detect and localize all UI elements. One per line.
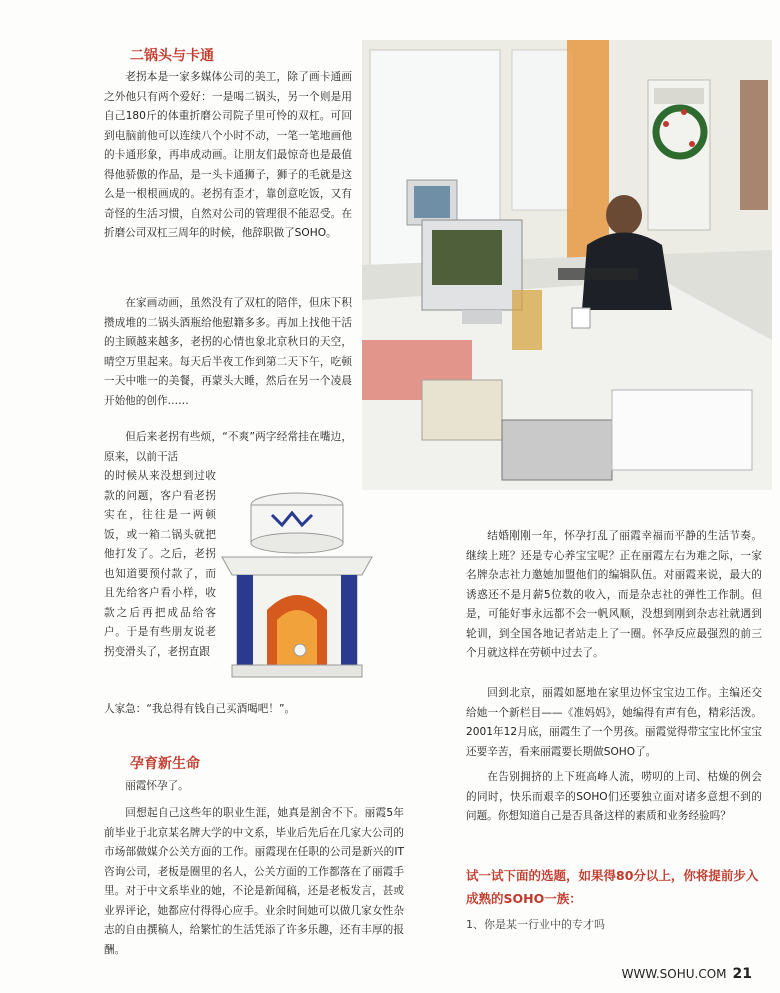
ceramic-stove-illustration bbox=[212, 485, 387, 690]
footer-site: WWW.SOHU.COM bbox=[621, 967, 727, 981]
paragraph-cartoon-1: 老拐本是一家多媒体公司的美工，除了画卡通画之外他只有两个爱好：一是喝二锅头，另一个则是用自己180斤的体重折磨公司院子里可怜的双杠。可回到电脑前他可以连续八个小时不动，一笔一笔地画他的卡通形象，再串成动画。让朋友们最惊奇也是最值得他骄傲的作品，是一头卡通狮子，狮子的毛就是这么是一根根画成的。老拐有歪才，靠创意吃饭，又有奇怪的生活习惯，自然对公司的管理很不能忍受。在折磨公司双杠三周年的时候，他辞职做了SOHO。 bbox=[104, 71, 352, 239]
paragraph-baby-1: 丽霞怀孕了。 bbox=[125, 780, 189, 792]
paragraph-right-3: 在告别拥挤的上下班高峰人流，唠叨的上司、枯燥的例会的同时，快乐而艰辛的SOHO们还要独立面对诸多意想不到的问题。你想知道自己是否具备这样的素质和业务经验吗？ bbox=[466, 771, 762, 822]
paragraph-cartoon-3-top: 但后来老拐有些烦，“不爽”两字经常挂在嘴边，原来，以前干活 bbox=[104, 431, 352, 463]
ceramic-stove-photo bbox=[212, 485, 387, 690]
paragraph-baby-2: 回想起自己这些年的职业生涯，她真是割舍不下。丽霞5年前毕业于北京某名牌大学的中文系，毕业后先后在几家大公司的市场部做媒介公关方面的工作。丽霞现在任职的公司是新兴的IT咨询公司，老板是圈里的名人，公关方面的工作都落在了丽霞手里。对于中文系毕业的她，不论是新闻稿，还是老板发言，甚或业界评论，她都应付得得心应手。业余时间她可以做几家女性杂志的自由撰稿人，给繁忙的生活凭添了许多乐趣，还有丰厚的报酬。 bbox=[104, 807, 404, 956]
paragraph-cartoon-2: 在家画动画，虽然没有了双杠的陪伴，但床下积攒成堆的二锅头酒瓶给他慰籍多多。再加上找他干活的主顾越来越多，老拐的心情也象北京秋日的天空，晴空万里起来。每天后半夜工作到第二天下午，吃顿一天中唯一的美餐，再蒙头大睡，然后在另一个凌晨开始他的创作…… bbox=[104, 297, 352, 407]
office-photo bbox=[362, 40, 772, 490]
heading-cartoon: 二锅头与卡通 bbox=[130, 48, 214, 64]
page-footer bbox=[622, 966, 752, 982]
quiz-item-1: 1、你是某一行业中的专才吗 bbox=[466, 918, 605, 931]
office-photo-illustration bbox=[362, 40, 772, 490]
heading-baby: 孕育新生命 bbox=[130, 756, 200, 772]
page-number: 21 bbox=[732, 966, 752, 982]
quiz-heading: 试一试下面的选题，如果得80分以上，你将提前步入成熟的SOHO一族： bbox=[466, 868, 759, 906]
paragraph-cartoon-3-narrow: 的时候从来没想到过收款的问题，客户看老拐实在，往往是一两顿饭，或一箱二锅头就把他打发了。之后，老拐也知道要预付款了，而且先给客户看小样，收款之后再把成品给客户。于是有些朋友说老拐变滑头了，老拐直跟 bbox=[104, 470, 216, 658]
paragraph-cartoon-3-end: 人家急：“我总得有钱自己买酒喝吧！”。 bbox=[104, 703, 296, 715]
paragraph-right-2: 回到北京，丽霞如愿地在家里边怀宝宝边工作。主编还交给她一个新栏目——《准妈妈》，她编得有声有色，精彩活泼。2001年12月底，丽霞生了一个男孩。丽霞觉得带宝宝比怀宝宝还要辛苦，看来丽霞要长期做SOHO了。 bbox=[466, 687, 762, 758]
paragraph-right-1: 结婚刚刚一年，怀孕打乱了丽霞幸福而平静的生活节奏。继续上班？还是专心养宝宝呢？正在丽霞左右为难之际，一家名牌杂志社力邀她加盟他们的编辑队伍。对丽霞来说，最大的诱惑还不是月薪5位数的收入，而是杂志社的弹性工作制。但是，可能好事永远都不会一帆风顺，没想到刚到杂志社就遇到轮训，到全国各地记者站走上了一圈。怀孕反应最强烈的前三个月就这样在劳顿中过去了。 bbox=[466, 530, 762, 659]
